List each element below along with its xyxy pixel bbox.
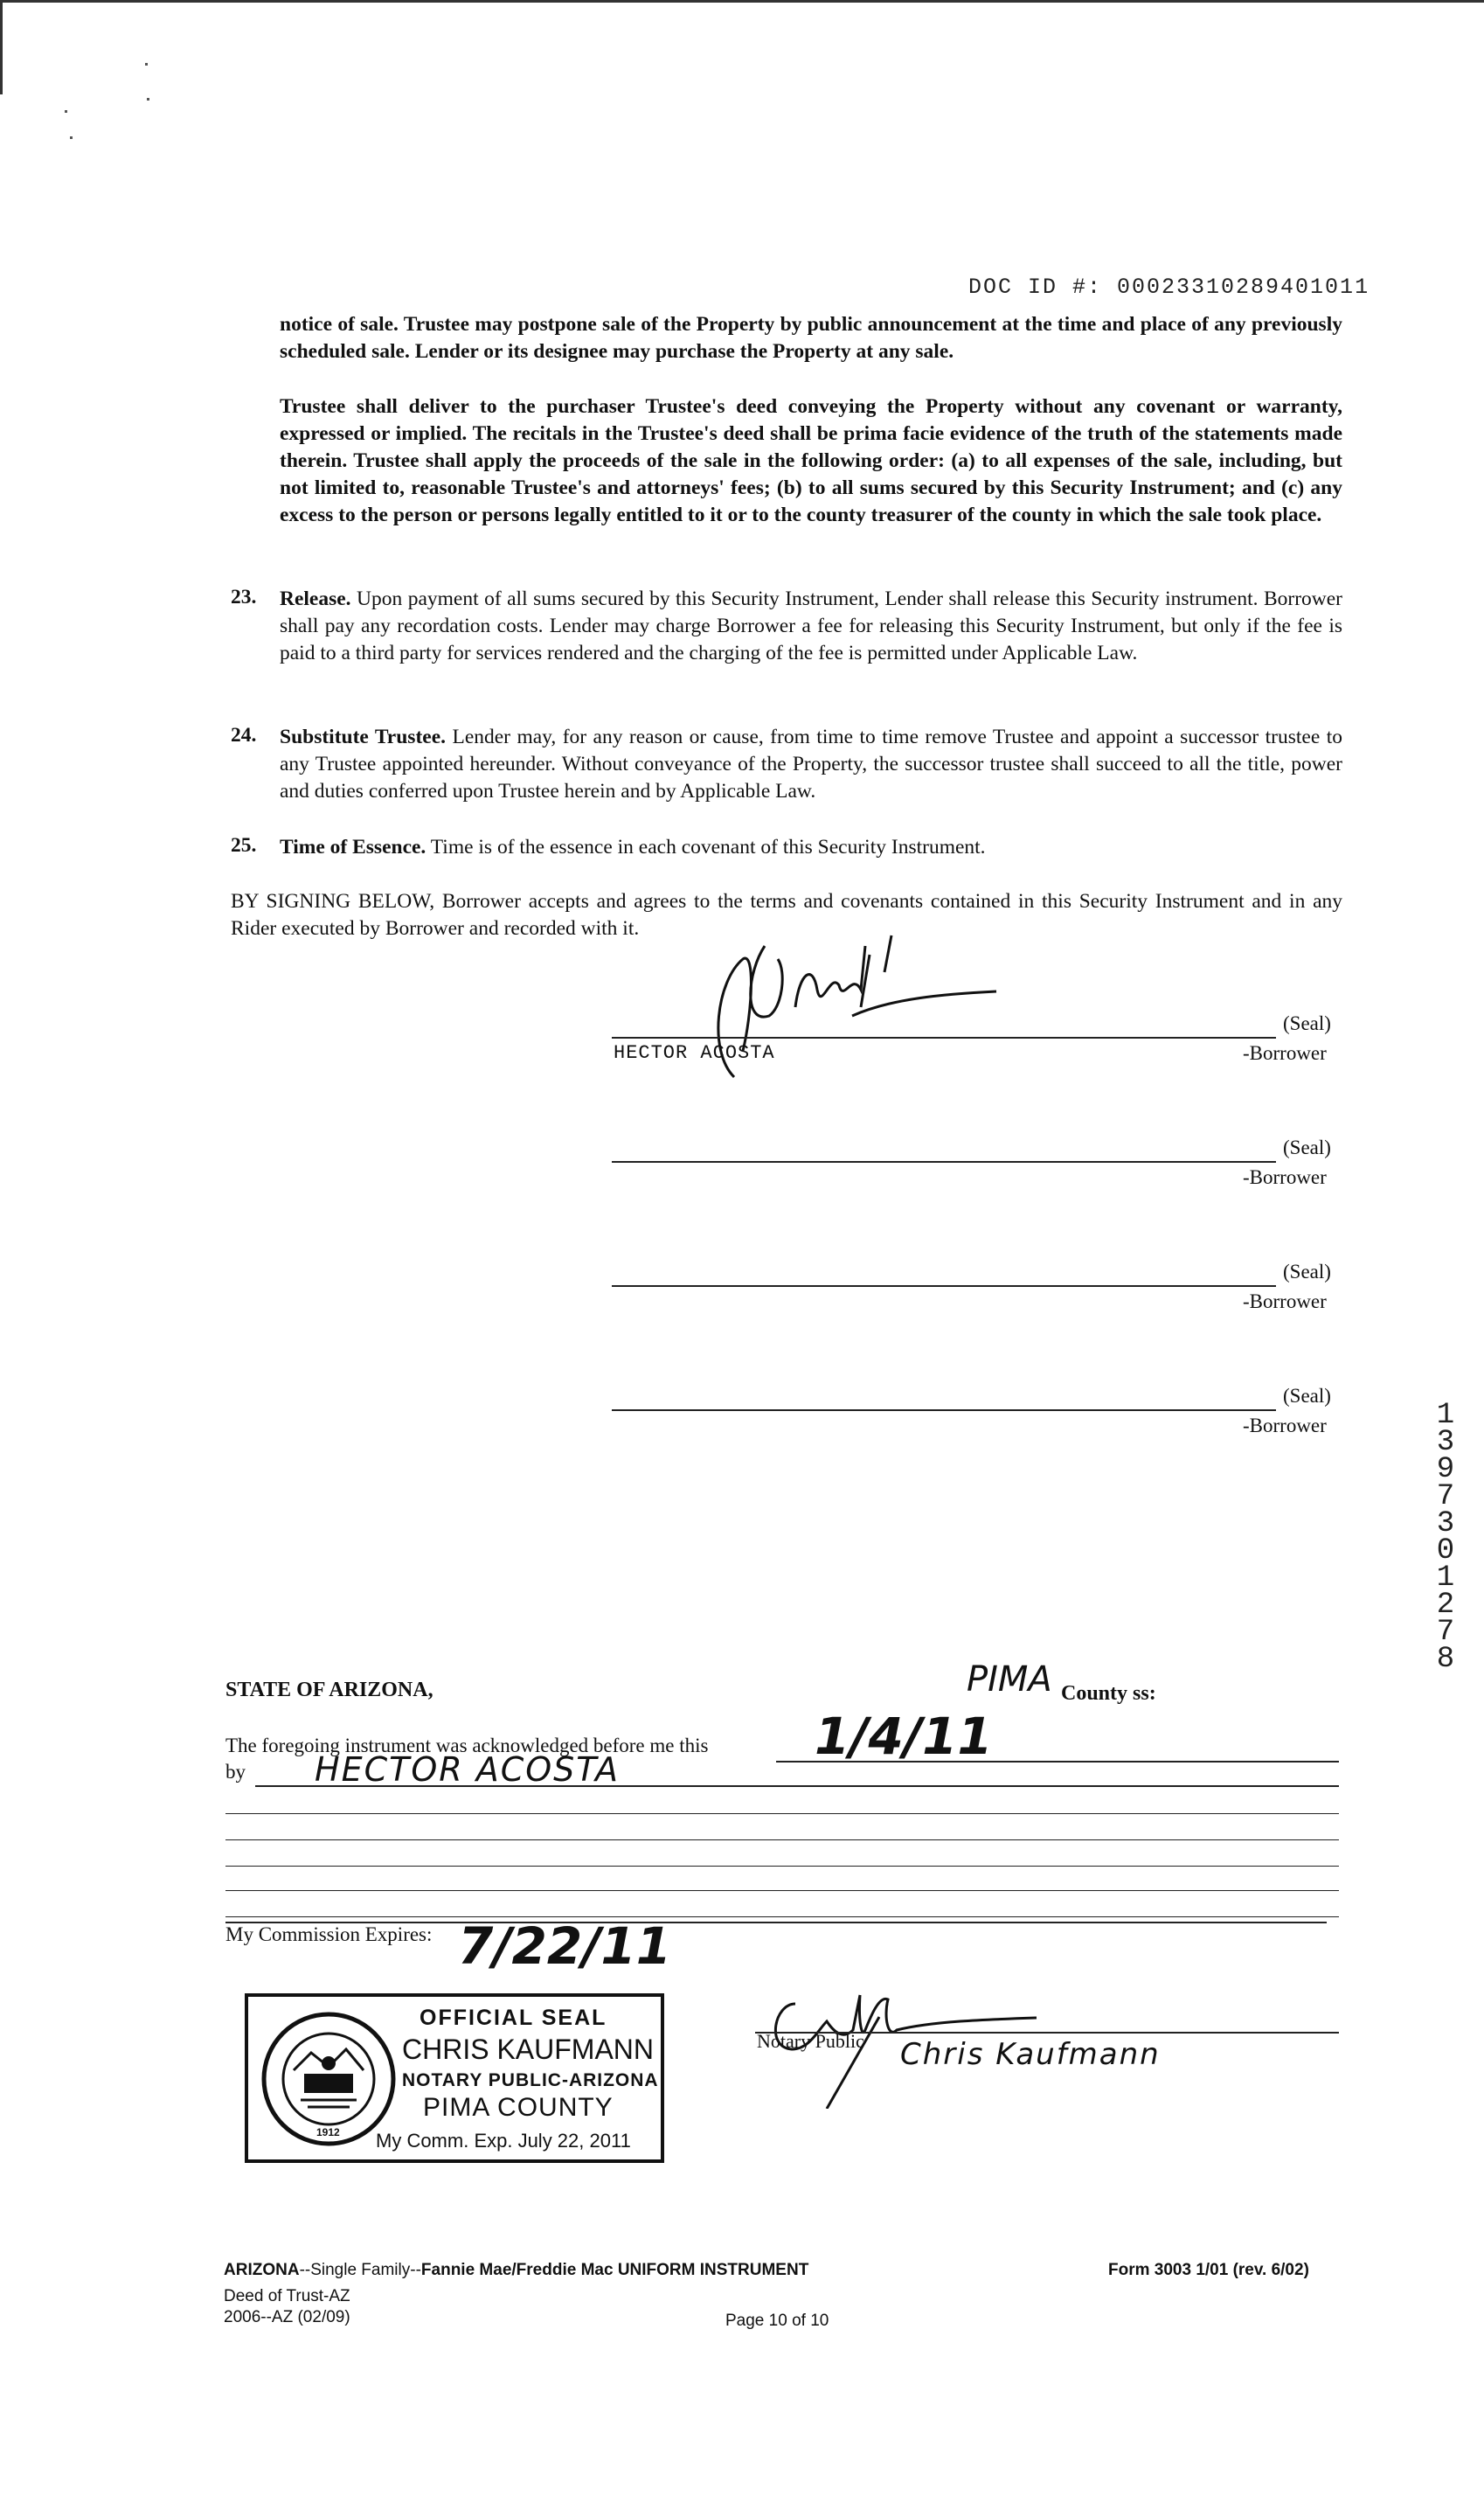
item-24-number: 24. bbox=[231, 724, 257, 747]
seal-title: OFFICIAL SEAL bbox=[420, 2006, 607, 2030]
seal-county: PIMA COUNTY bbox=[423, 2093, 614, 2122]
signature-line-3 bbox=[612, 1285, 1276, 1287]
signature-line-4 bbox=[612, 1409, 1276, 1411]
footer-form: Form 3003 1/01 (rev. 6/02) bbox=[1108, 2261, 1309, 2279]
scan-left-mark bbox=[0, 0, 3, 94]
borrower-role-1: -Borrower bbox=[1243, 1042, 1327, 1064]
by-label: by bbox=[225, 1761, 246, 1783]
seal-label-1: (Seal) bbox=[1283, 1012, 1331, 1034]
item-23-text: Upon payment of all sums secured by this Security Instrument, Lender shall release this Security instrument. Borrower shall pay any recordation costs. Lender may charge Borrower a fee for releasing this Security Instrument, but only if the fee is paid to a third party for services rendered and the charging of the fee is permitted under Applicable Law. bbox=[280, 588, 1343, 664]
acknowledgment-text: The foregoing instrument was acknowledged before me this bbox=[225, 1735, 709, 1756]
seal-expiration: My Comm. Exp. July 22, 2011 bbox=[376, 2130, 631, 2152]
footer-doc-code: 2006--AZ (02/09) bbox=[224, 2308, 350, 2326]
ack-date-handwritten: 1/4/11 bbox=[815, 1707, 993, 1766]
by-name-handwritten: HECTOR ACOSTA bbox=[315, 1750, 620, 1789]
signing-statement: BY SIGNING BELOW, Borrower accepts and agrees to the terms and covenants contained in this Security Instrument and in any Rider executed by Borrower and recorded with it. bbox=[231, 890, 1342, 940]
doc-id: DOC ID #: 00023310289401011 bbox=[968, 275, 1370, 300]
seal-role: NOTARY PUBLIC-ARIZONA bbox=[402, 2070, 659, 2090]
footer-state: ARIZONA bbox=[224, 2261, 300, 2279]
side-recording-number: 13973 01278 bbox=[1436, 1399, 1473, 1676]
item-24-title: Substitute Trustee. bbox=[280, 726, 447, 748]
item-24-substitute-trustee bbox=[280, 724, 1342, 805]
footer-family: --Single Family-- bbox=[299, 2261, 421, 2279]
scan-speck bbox=[65, 110, 67, 113]
item-23-number: 23. bbox=[231, 586, 257, 608]
signature-line-1 bbox=[612, 1037, 1276, 1039]
trustee-deed-paragraph: Trustee shall deliver to the purchaser Trustee's deed conveying the Property without any covenant or warranty, expressed or implied. The recitals in the Trustee's deed shall be prima facie evidence of the truth of the statements made therein. Trustee shall apply the proceeds of the sale in the following order: (a) to all expenses of the sale, including, but not limited to, reasonable Trustee's and attorneys' fees; (b) to all sums secured by this Security Instrument; and (c) any excess to the person or persons legally entitled to it or to the county treasurer of the county in which the sale took place. bbox=[280, 395, 1342, 526]
signature-line-2 bbox=[612, 1161, 1276, 1163]
notary-county-label: County ss: bbox=[1061, 1682, 1156, 1705]
scan-speck bbox=[145, 63, 148, 66]
borrower-role-3: -Borrower bbox=[1243, 1290, 1327, 1312]
notary-blank-line-5 bbox=[225, 1916, 1339, 1917]
notary-blank-line-4 bbox=[225, 1890, 1339, 1891]
borrower-name-1: HECTOR ACOSTA bbox=[614, 1042, 775, 1064]
commission-date-handwritten: 7/22/11 bbox=[458, 1916, 672, 1976]
item-23-title: Release. bbox=[280, 588, 351, 610]
commission-label: My Commission Expires: bbox=[225, 1923, 433, 1945]
borrower-role-4: -Borrower bbox=[1243, 1415, 1327, 1436]
seal-notary-name: CHRIS KAUFMANN bbox=[402, 2034, 655, 2065]
footer-page: Page 10 of 10 bbox=[725, 2312, 829, 2330]
notary-county-handwritten: PIMA bbox=[967, 1659, 1052, 1700]
scan-speck bbox=[147, 98, 149, 101]
item-25-time-of-essence bbox=[280, 834, 1342, 861]
notary-state: STATE OF ARIZONA, bbox=[225, 1679, 433, 1701]
seal-label-3: (Seal) bbox=[1283, 1261, 1331, 1283]
footer-uniform: Fannie Mae/Freddie Mac UNIFORM INSTRUMENT bbox=[420, 2261, 809, 2279]
notary-public-label: Notary Public bbox=[757, 2030, 864, 2052]
official-seal-stamp bbox=[245, 1993, 664, 2163]
notary-name-handwritten: Chris Kaufmann bbox=[900, 2037, 1161, 2072]
borrower-role-2: -Borrower bbox=[1243, 1166, 1327, 1188]
item-25-number: 25. bbox=[231, 834, 257, 857]
notary-blank-line-3 bbox=[225, 1866, 1339, 1867]
item-23-release bbox=[280, 586, 1342, 667]
notary-blank-line-2 bbox=[225, 1839, 1339, 1840]
seal-label-2: (Seal) bbox=[1283, 1137, 1331, 1158]
item-25-title: Time of Essence. bbox=[280, 836, 426, 859]
notary-blank-line-1 bbox=[225, 1813, 1339, 1814]
seal-label-4: (Seal) bbox=[1283, 1385, 1331, 1407]
seal-emblem-year: 1912 bbox=[316, 2126, 340, 2138]
scan-top-border bbox=[0, 0, 1484, 3]
scan-speck bbox=[70, 136, 73, 139]
item-24-text: Lender may, for any reason or cause, from time to time remove Trustee and appoint a successor trustee to any Trustee appointed hereunder. Without conveyance of the Property, the successor trustee shall succeed to all the title, power and duties conferred upon Trustee herein and by Applicable Law. bbox=[280, 726, 1343, 803]
item-25-text: Time is of the essence in each covenant of this Security Instrument. bbox=[430, 836, 986, 859]
footer-instrument-line bbox=[224, 2261, 808, 2280]
sale-notice-paragraph: notice of sale. Trustee may postpone sale of the Property by public announcement at the time and place of any previously scheduled sale. Lender or its designee may purchase the Property at any sale. bbox=[280, 313, 1342, 363]
footer-doc-type: Deed of Trust-AZ bbox=[224, 2287, 350, 2305]
